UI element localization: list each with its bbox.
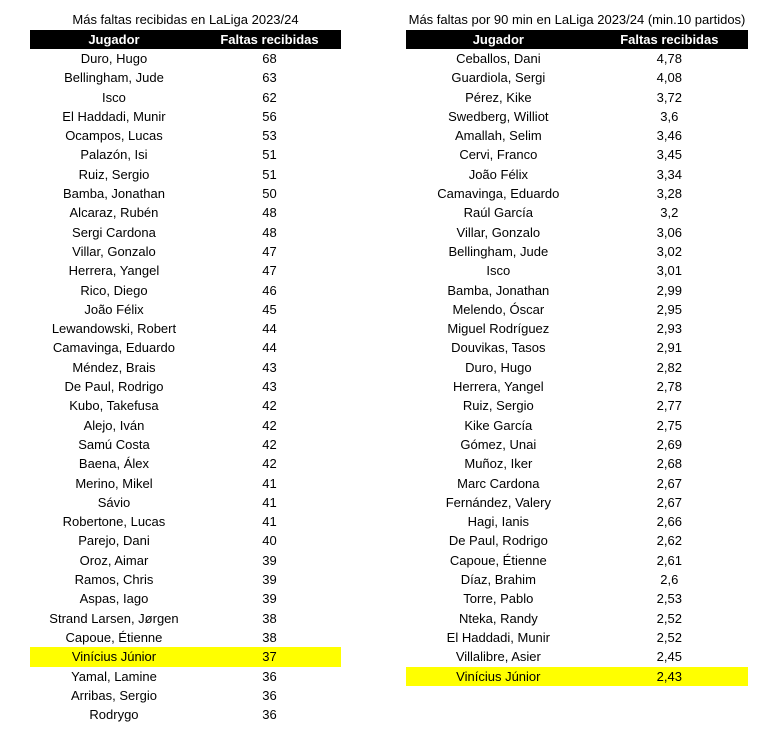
fouls-value-cell: 56 bbox=[262, 108, 277, 124]
fouls-value-cell: 2,45 bbox=[656, 649, 682, 665]
table-row bbox=[406, 145, 748, 164]
fouls-value-cell: 46 bbox=[262, 282, 277, 298]
fouls-value-cell: 68 bbox=[262, 51, 277, 66]
player-name-cell: Robertone, Lucas bbox=[62, 514, 166, 530]
player-name-cell: Amallah, Selim bbox=[454, 128, 542, 144]
player-name-cell: Camavinga, Eduardo bbox=[52, 340, 176, 356]
left-table-panel bbox=[30, 10, 341, 724]
player-name-cell: Kubo, Takefusa bbox=[69, 398, 159, 414]
table-row bbox=[406, 416, 748, 435]
table-row bbox=[30, 474, 341, 493]
player-name-cell: Villar, Gonzalo bbox=[456, 224, 541, 240]
table-row bbox=[30, 667, 341, 686]
player-name-cell: Herrera, Yangel bbox=[453, 379, 544, 395]
table-row bbox=[406, 88, 748, 107]
fouls-value-cell: 2,68 bbox=[656, 456, 682, 472]
fouls-value-cell: 47 bbox=[262, 263, 277, 279]
fouls-value-cell: 2,53 bbox=[656, 591, 682, 607]
table-row bbox=[30, 570, 341, 589]
player-name-cell: Rico, Diego bbox=[80, 282, 148, 298]
fouls-value-cell: 4,78 bbox=[656, 51, 682, 66]
table-row bbox=[406, 396, 748, 415]
player-name-cell: Melendo, Óscar bbox=[452, 301, 545, 317]
fouls-value-cell: 42 bbox=[262, 456, 277, 472]
fouls-value-cell: 3,01 bbox=[656, 263, 682, 279]
fouls-value-cell: 2,52 bbox=[656, 610, 682, 626]
player-name-cell: Samú Costa bbox=[78, 436, 150, 452]
player-name-cell: Lewandowski, Robert bbox=[51, 321, 177, 337]
fouls-value-cell: 2,61 bbox=[656, 552, 682, 568]
player-name-cell: Torre, Pablo bbox=[463, 591, 534, 607]
fouls-value-cell: 38 bbox=[262, 610, 277, 626]
player-name-cell: Swedberg, Williot bbox=[448, 108, 549, 124]
player-name-cell: Duro, Hugo bbox=[80, 51, 148, 66]
player-name-cell: Capoue, Étienne bbox=[65, 629, 163, 645]
fouls-value-cell: 53 bbox=[262, 128, 277, 144]
table-row bbox=[30, 628, 341, 647]
player-name-cell: Bellingham, Jude bbox=[448, 243, 549, 259]
table-row bbox=[406, 551, 748, 570]
table-row bbox=[406, 435, 748, 454]
table-row bbox=[30, 589, 341, 608]
fouls-value-cell: 47 bbox=[262, 243, 277, 259]
left-header-player: Jugador bbox=[88, 32, 140, 47]
fouls-value-cell: 2,6 bbox=[660, 572, 679, 588]
player-name-cell: Merino, Mikel bbox=[75, 475, 153, 491]
fouls-value-cell: 41 bbox=[262, 494, 277, 510]
table-row bbox=[406, 126, 748, 145]
table-row bbox=[406, 281, 748, 300]
fouls-value-cell: 2,62 bbox=[656, 533, 682, 549]
player-name-cell: Arribas, Sergio bbox=[70, 687, 157, 703]
table-row bbox=[406, 358, 748, 377]
table-row bbox=[406, 474, 748, 493]
right-table-panel bbox=[406, 10, 748, 686]
table-row bbox=[406, 203, 748, 222]
fouls-value-cell: 4,08 bbox=[656, 70, 682, 86]
player-name-cell: Kike García bbox=[464, 417, 533, 433]
fouls-value-cell: 48 bbox=[262, 205, 277, 221]
fouls-value-cell: 40 bbox=[262, 533, 277, 549]
left-table-title: Más faltas recibidas en LaLiga 2023/24 bbox=[72, 12, 299, 27]
player-name-cell: Marc Cardona bbox=[457, 475, 540, 491]
fouls-value-cell: 63 bbox=[262, 70, 277, 86]
fouls-value-cell: 36 bbox=[262, 707, 277, 723]
table-row bbox=[30, 261, 341, 280]
player-name-cell: Vinícius Júnior bbox=[406, 667, 591, 686]
left-table bbox=[30, 30, 341, 724]
table-row bbox=[30, 435, 341, 454]
table-row bbox=[30, 203, 341, 222]
table-row bbox=[406, 107, 748, 126]
table-row bbox=[406, 242, 748, 261]
player-name-cell: Bellingham, Jude bbox=[64, 70, 164, 86]
fouls-value-cell: 36 bbox=[262, 687, 277, 703]
fouls-value-cell: 2,66 bbox=[656, 514, 682, 530]
fouls-value-cell: 42 bbox=[262, 417, 277, 433]
fouls-value-cell: 41 bbox=[262, 475, 277, 491]
player-name-cell: Herrera, Yangel bbox=[68, 263, 160, 279]
fouls-value-cell: 62 bbox=[262, 89, 277, 105]
player-name-cell: Pérez, Kike bbox=[465, 89, 532, 105]
table-row bbox=[406, 589, 748, 608]
fouls-value-cell: 3,02 bbox=[656, 243, 682, 259]
table-row bbox=[30, 454, 341, 473]
table-row bbox=[30, 686, 341, 705]
fouls-value-cell: 2,77 bbox=[656, 398, 682, 414]
fouls-value-cell: 3,6 bbox=[660, 108, 679, 124]
player-name-cell: Sergi Cardona bbox=[72, 224, 156, 240]
fouls-value-cell: 3,45 bbox=[656, 147, 682, 163]
table-row bbox=[406, 667, 748, 686]
player-name-cell: Strand Larsen, Jørgen bbox=[49, 610, 179, 626]
fouls-value-cell: 2,67 bbox=[656, 475, 682, 491]
table-row bbox=[30, 107, 341, 126]
table-row bbox=[30, 416, 341, 435]
table-row bbox=[406, 319, 748, 338]
table-row bbox=[406, 609, 748, 628]
fouls-value-cell: 38 bbox=[262, 629, 277, 645]
player-name-cell: Raúl García bbox=[463, 205, 534, 221]
player-name-cell: Baena, Álex bbox=[78, 456, 150, 472]
fouls-value-cell: 2,78 bbox=[656, 379, 682, 395]
table-row bbox=[30, 396, 341, 415]
player-name-cell: Cervi, Franco bbox=[459, 147, 538, 163]
table-row bbox=[406, 68, 748, 87]
fouls-value-cell: 36 bbox=[262, 668, 277, 684]
fouls-value-cell: 2,82 bbox=[656, 359, 682, 375]
table-row bbox=[30, 377, 341, 396]
table-row bbox=[406, 512, 748, 531]
player-name-cell: Rodrygo bbox=[89, 707, 139, 723]
right-table-body bbox=[406, 49, 748, 686]
right-table-header-row bbox=[406, 30, 748, 49]
player-name-cell: Villar, Gonzalo bbox=[72, 243, 156, 259]
table-row bbox=[30, 300, 341, 319]
fouls-value-cell: 39 bbox=[262, 591, 277, 607]
table-row bbox=[30, 223, 341, 242]
right-table-title: Más faltas por 90 min en LaLiga 2023/24 (min.10 partidos) bbox=[408, 12, 746, 27]
player-name-cell: João Félix bbox=[468, 166, 528, 182]
right-table bbox=[406, 30, 748, 686]
fouls-value-cell: 3,34 bbox=[656, 166, 682, 182]
fouls-value-cell: 51 bbox=[262, 166, 277, 182]
fouls-value-cell: 3,06 bbox=[656, 224, 682, 240]
table-row bbox=[406, 49, 748, 68]
player-name-cell: Díaz, Brahim bbox=[460, 572, 536, 588]
player-name-cell: Oroz, Aimar bbox=[79, 552, 149, 568]
player-name-cell: Ocampos, Lucas bbox=[65, 128, 163, 144]
fouls-value-cell: 2,52 bbox=[656, 629, 682, 645]
fouls-value-cell: 3,28 bbox=[656, 186, 682, 202]
table-row bbox=[406, 165, 748, 184]
player-name-cell: Muñoz, Iker bbox=[464, 456, 533, 472]
table-row bbox=[30, 338, 341, 357]
fouls-value-cell: 42 bbox=[262, 436, 277, 452]
table-row bbox=[406, 531, 748, 550]
table-row bbox=[30, 609, 341, 628]
fouls-value-cell: 3,46 bbox=[656, 128, 682, 144]
fouls-value-cell: 48 bbox=[262, 224, 277, 240]
player-name-cell: Isco bbox=[102, 89, 126, 105]
table-row bbox=[30, 647, 341, 666]
fouls-value-cell: 2,43 bbox=[591, 667, 748, 686]
fouls-value-cell: 42 bbox=[262, 398, 277, 414]
player-name-cell: El Haddadi, Munir bbox=[446, 629, 550, 645]
fouls-value-cell: 43 bbox=[262, 379, 277, 395]
player-name-cell: Palazón, Isi bbox=[80, 147, 148, 163]
player-name-cell: De Paul, Rodrigo bbox=[448, 533, 548, 549]
left-header-value: Faltas recibidas bbox=[220, 32, 319, 47]
table-row bbox=[30, 145, 341, 164]
player-name-cell: Guardiola, Sergi bbox=[451, 70, 546, 86]
player-name-cell: Camavinga, Eduardo bbox=[437, 186, 560, 202]
player-name-cell: Duro, Hugo bbox=[465, 359, 532, 375]
table-row bbox=[30, 493, 341, 512]
fouls-value-cell: 2,95 bbox=[656, 301, 682, 317]
fouls-value-cell: 43 bbox=[262, 359, 277, 375]
fouls-value-cell: 37 bbox=[198, 647, 341, 666]
fouls-value-cell: 2,69 bbox=[656, 436, 682, 452]
fouls-value-cell: 51 bbox=[262, 147, 277, 163]
table-row bbox=[406, 647, 748, 666]
table-row bbox=[406, 377, 748, 396]
player-name-cell: Yamal, Lamine bbox=[71, 668, 157, 684]
player-name-cell: Alcaraz, Rubén bbox=[69, 205, 159, 221]
player-name-cell: De Paul, Rodrigo bbox=[64, 379, 164, 395]
table-row bbox=[30, 705, 341, 724]
table-row bbox=[406, 570, 748, 589]
player-name-cell: Isco bbox=[486, 263, 511, 279]
player-name-cell: Ramos, Chris bbox=[74, 572, 154, 588]
table-row bbox=[406, 454, 748, 473]
fouls-value-cell: 3,2 bbox=[660, 205, 679, 221]
fouls-value-cell: 2,93 bbox=[656, 321, 682, 337]
right-header-player: Jugador bbox=[472, 32, 524, 47]
player-name-cell: Fernández, Valery bbox=[445, 494, 551, 510]
player-name-cell: Hagi, Ianis bbox=[467, 514, 530, 530]
player-name-cell: Aspas, Iago bbox=[79, 591, 149, 607]
fouls-value-cell: 44 bbox=[262, 340, 277, 356]
player-name-cell: Ceballos, Dani bbox=[456, 51, 541, 66]
table-row bbox=[30, 281, 341, 300]
table-row bbox=[30, 358, 341, 377]
table-row bbox=[30, 319, 341, 338]
fouls-value-cell: 39 bbox=[262, 552, 277, 568]
fouls-value-cell: 41 bbox=[262, 514, 277, 530]
table-row bbox=[406, 184, 748, 203]
fouls-value-cell: 2,99 bbox=[656, 282, 682, 298]
table-row bbox=[30, 531, 341, 550]
player-name-cell: Miguel Rodríguez bbox=[447, 321, 550, 337]
player-name-cell: Douvikas, Tasos bbox=[451, 340, 546, 356]
player-name-cell: Capoue, Étienne bbox=[449, 552, 547, 568]
table-row bbox=[30, 88, 341, 107]
fouls-value-cell: 45 bbox=[262, 301, 277, 317]
player-name-cell: Ruiz, Sergio bbox=[78, 166, 150, 182]
table-row bbox=[30, 242, 341, 261]
fouls-value-cell: 2,91 bbox=[656, 340, 682, 356]
player-name-cell: Gómez, Unai bbox=[460, 436, 537, 452]
fouls-value-cell: 50 bbox=[262, 186, 277, 202]
player-name-cell: Nteka, Randy bbox=[458, 610, 538, 626]
table-row bbox=[406, 300, 748, 319]
player-name-cell: João Félix bbox=[84, 301, 144, 317]
fouls-value-cell: 2,67 bbox=[656, 494, 682, 510]
left-table-header-row bbox=[30, 30, 341, 49]
right-header-value: Faltas recibidas bbox=[620, 32, 719, 47]
player-name-cell: Parejo, Dani bbox=[78, 533, 150, 549]
table-row bbox=[406, 628, 748, 647]
table-row bbox=[406, 223, 748, 242]
table-row bbox=[406, 493, 748, 512]
table-row bbox=[30, 126, 341, 145]
player-name-cell: Méndez, Brais bbox=[72, 359, 156, 375]
table-row bbox=[30, 68, 341, 87]
player-name-cell: Bamba, Jonathan bbox=[63, 186, 165, 202]
player-name-cell: Vinícius Júnior bbox=[30, 647, 198, 666]
fouls-value-cell: 3,72 bbox=[656, 89, 682, 105]
fouls-value-cell: 2,75 bbox=[656, 417, 682, 433]
player-name-cell: Alejo, Iván bbox=[83, 417, 145, 433]
fouls-value-cell: 39 bbox=[262, 572, 277, 588]
fouls-value-cell: 44 bbox=[262, 321, 277, 337]
player-name-cell: Ruiz, Sergio bbox=[462, 398, 534, 414]
table-row bbox=[406, 338, 748, 357]
table-row bbox=[30, 184, 341, 203]
player-name-cell: El Haddadi, Munir bbox=[62, 108, 166, 124]
left-table-body bbox=[30, 49, 341, 724]
player-name-cell: Sávio bbox=[97, 494, 131, 510]
player-name-cell: Villalibre, Asier bbox=[455, 649, 541, 665]
table-row bbox=[406, 261, 748, 280]
table-row bbox=[30, 512, 341, 531]
table-row bbox=[30, 165, 341, 184]
table-row bbox=[30, 49, 341, 68]
player-name-cell: Bamba, Jonathan bbox=[447, 282, 550, 298]
table-row bbox=[30, 551, 341, 570]
